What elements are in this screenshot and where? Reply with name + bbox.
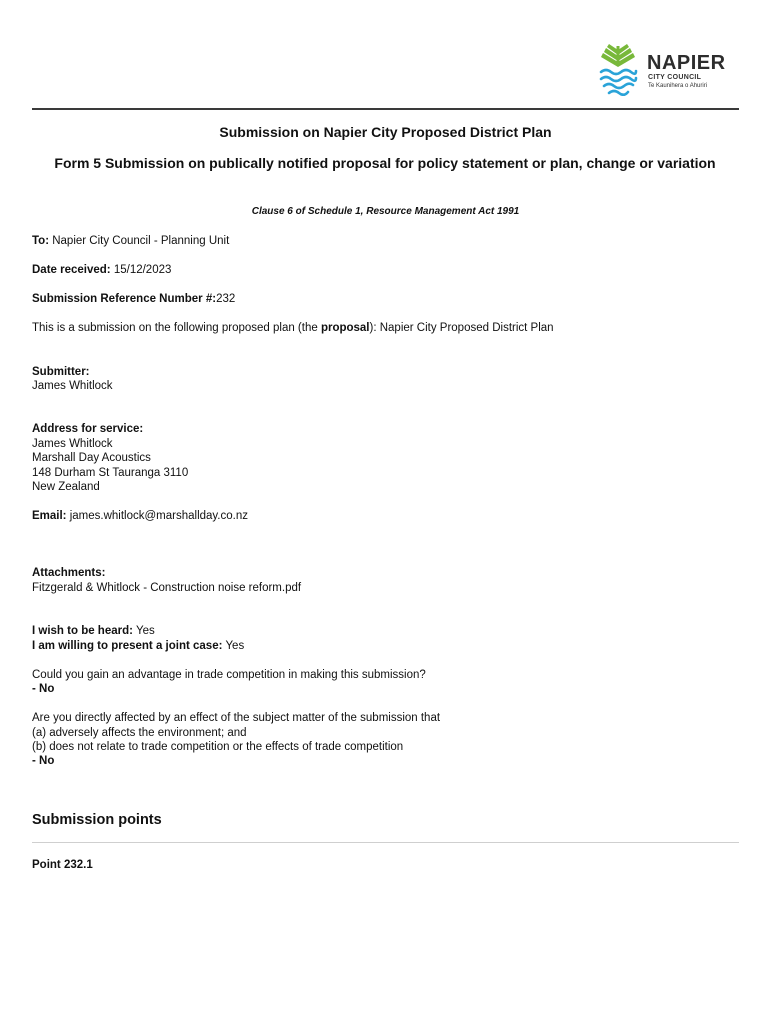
directly-affected-question: Are you directly affected by an effect of the subject matter of the submission that <box>32 712 441 724</box>
directly-affected-answer: - No <box>32 755 55 767</box>
email-label: Email: <box>32 510 67 522</box>
napier-city-council-logo <box>598 44 728 96</box>
council-emblem-icon <box>598 44 638 96</box>
trade-competition-question: Could you gain an advantage in trade competition in making this submission? <box>32 669 426 681</box>
date-received-field <box>32 263 171 278</box>
submitter-name: James Whitlock <box>32 380 113 392</box>
joint-case-label: I am willing to present a joint case: <box>32 640 223 652</box>
address-line: Marshall Day Acoustics <box>32 452 151 464</box>
wish-to-be-heard-field <box>32 624 155 639</box>
date-received-value: 15/12/2023 <box>113 264 172 276</box>
attachments-label: Attachments: <box>32 567 106 579</box>
proposal-word: proposal <box>320 322 370 334</box>
submission-point-label: Point 232.1 <box>32 859 93 871</box>
email-value: james.whitlock@marshallday.co.nz <box>69 510 248 522</box>
to-field <box>32 234 229 249</box>
trade-competition-answer: - No <box>32 683 55 695</box>
date-received-label: Date received: <box>32 264 111 276</box>
address-line: 148 Durham St Tauranga 3110 <box>32 467 189 479</box>
logo-maori-name: Te Kaunihera o Ahuriri <box>648 83 708 89</box>
submission-points-heading: Submission points <box>32 812 162 828</box>
proposal-suffix: ): Napier City Proposed District Plan <box>369 322 554 334</box>
proposal-prefix: This is a submission on the following proposed plan (the <box>32 322 321 334</box>
attachment-file-link[interactable]: Fitzgerald & Whitlock - Construction noise reform.pdf <box>32 582 302 594</box>
proposal-statement <box>32 321 554 336</box>
emblem-wave-1 <box>601 70 636 74</box>
address-line: New Zealand <box>32 481 100 493</box>
section-divider <box>32 842 739 843</box>
emblem-wave-2 <box>601 77 636 81</box>
clause-reference: Clause 6 of Schedule 1, Resource Management Act 1991 <box>251 206 520 217</box>
address-label: Address for service: <box>32 423 144 435</box>
email-field <box>32 509 248 524</box>
joint-case-value: Yes <box>225 640 245 652</box>
document-title: Submission on Napier City Proposed District Plan <box>219 124 552 140</box>
to-value: Napier City Council - Planning Unit <box>52 235 230 247</box>
reference-number-field <box>32 292 235 307</box>
to-label: To: <box>32 235 50 247</box>
emblem-wave-4 <box>609 91 628 95</box>
submitter-label: Submitter: <box>32 366 90 378</box>
directly-affected-criterion-b: (b) does not relate to trade competition or the effects of trade competition <box>32 741 404 753</box>
reference-number-value: 232 <box>216 293 236 305</box>
wish-to-be-heard-value: Yes <box>135 625 155 637</box>
emblem-wave-3 <box>604 84 633 88</box>
logo-wordmark: NAPIER <box>647 52 726 74</box>
header-divider <box>32 108 739 110</box>
logo-subtitle: CITY COUNCIL <box>648 74 702 81</box>
form-title: Form 5 Submission on publically notified proposal for policy statement or plan, change or variation <box>54 155 716 171</box>
address-line: James Whitlock <box>32 438 113 450</box>
joint-case-field <box>32 639 244 654</box>
reference-number-label: Submission Reference Number #: <box>32 293 217 305</box>
wish-to-be-heard-label: I wish to be heard: <box>32 625 133 637</box>
directly-affected-criterion-a: (a) adversely affects the environment; and <box>32 727 247 739</box>
